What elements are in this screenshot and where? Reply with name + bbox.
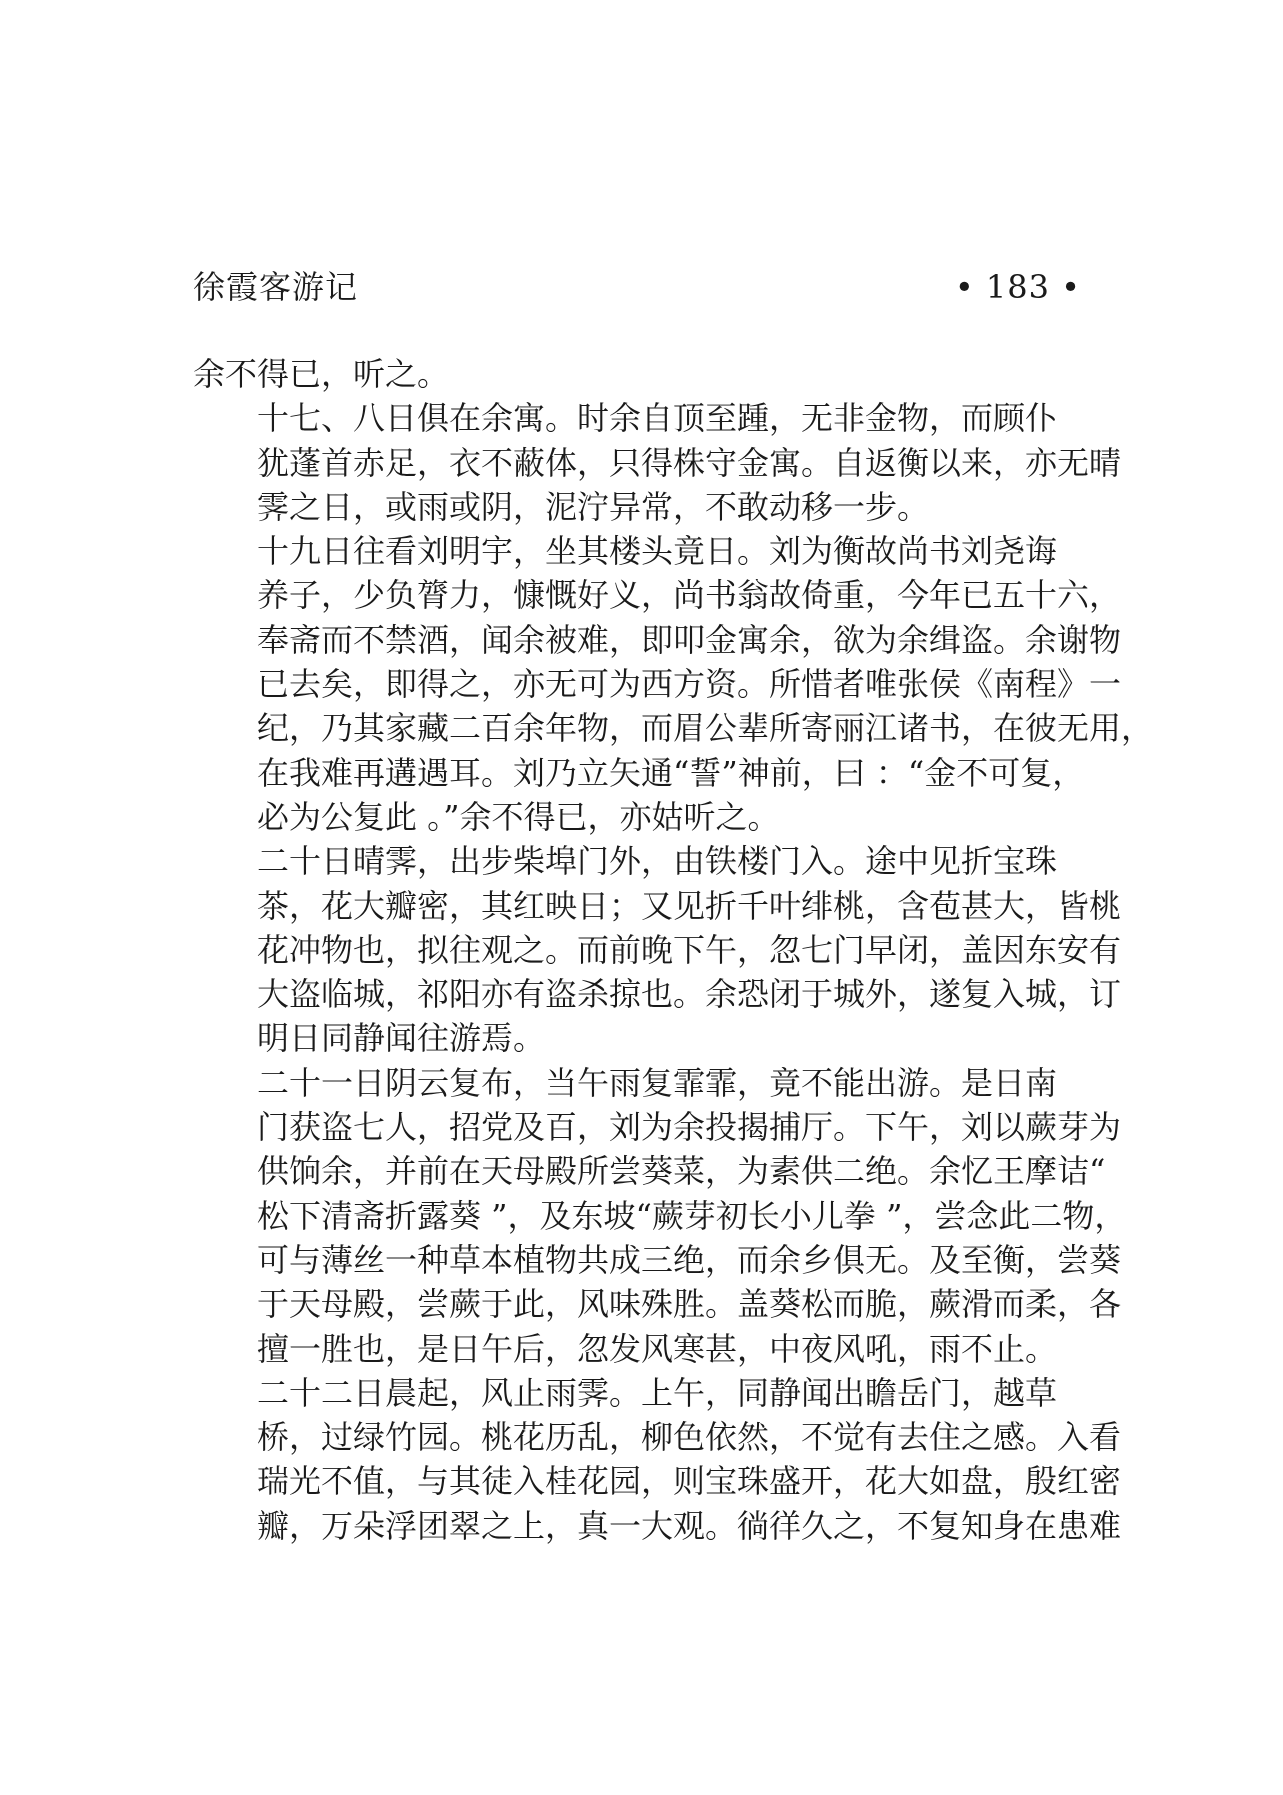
text-line: 二十一日阴云复布，当午雨复霏霏，竟不能出游。是日南 bbox=[257, 1063, 1058, 1102]
paragraph bbox=[193, 1371, 1122, 1548]
paragraph bbox=[193, 529, 1154, 839]
text-line: 余不得已，听之。 bbox=[193, 355, 450, 393]
text-line: 二十日晴霁，出步柴埠门外，由铁楼门入。途中见折宝珠 bbox=[257, 842, 1058, 881]
text-line: 松下清斋折露葵 ”，及东坡“蕨芽初长小儿拳 ”，尝念此二物， bbox=[257, 1196, 1127, 1235]
text-line: 二十二日晨起，风止雨霁。上午，同静闻出瞻岳门，越草 bbox=[257, 1373, 1058, 1412]
paragraph bbox=[193, 396, 1122, 529]
text-line: 霁之日，或雨或阴，泥泞异常，不敢动移一步。 bbox=[257, 487, 930, 526]
text-line: 已去矣，即得之，亦无可为西方资。所惜者唯张侯《南程》一 bbox=[257, 665, 1122, 704]
text-line: 纪，乃其家藏二百余年物，而眉公辈所寄丽江诸书，在彼无用， bbox=[257, 709, 1154, 748]
text-line: 必为公复此 。”余不得已，亦姑听之。 bbox=[257, 797, 780, 836]
text-line: 大盗临城，祁阳亦有盗杀掠也。余恐闭于城外，遂复入城，订 bbox=[257, 975, 1122, 1014]
text-body bbox=[193, 352, 1154, 1548]
text-line: 桥，过绿竹园。桃花历乱，柳色依然，不觉有去住之感。入看 bbox=[257, 1418, 1122, 1457]
text-line: 花冲物也，拟往观之。而前晚下午，忽七门早闭，盖因东安有 bbox=[257, 930, 1122, 969]
paragraph bbox=[193, 1061, 1127, 1371]
text-line: 养子，少负膂力，慷慨好义，尚书翁故倚重，今年已五十六， bbox=[257, 576, 1122, 615]
text-line: 门获盗七人，招党及百，刘为余投揭捕厅。下午，刘以蕨芽为 bbox=[257, 1108, 1122, 1147]
text-line: 奉斋而不禁酒，闻余被难，即叩金寓余，欲为余缉盗。余谢物 bbox=[257, 620, 1122, 659]
text-line: 明日同静闻往游焉。 bbox=[257, 1019, 546, 1058]
page-header bbox=[193, 264, 1081, 310]
text-line: 在我难再遘遇耳。刘乃立矢通“誓”神前，曰 ：“金不可复， bbox=[257, 753, 1085, 792]
text-line: 供饷余，并前在天母殿所尝葵菜，为素供二绝。余忆王摩诘“ bbox=[257, 1152, 1106, 1191]
text-line: 十七、八日俱在余寓。时余自顶至踵，无非金物，而顾仆 bbox=[257, 399, 1058, 438]
text-line: 擅一胜也，是日午后，忽发风寒甚，中夜风吼，雨不止。 bbox=[257, 1329, 1058, 1368]
text-line: 于天母殿，尝蕨于此，风味殊胜。盖葵松而脆，蕨滑而柔，各 bbox=[257, 1285, 1122, 1324]
text-line: 十九日往看刘明宇，坐其楼头竟日。刘为衡故尚书刘尧诲 bbox=[257, 532, 1058, 571]
paragraph bbox=[193, 839, 1122, 1060]
text-line: 瓣，万朵浮团翠之上，真一大观。徜徉久之，不复知身在患难 bbox=[257, 1506, 1122, 1545]
page-number: • 183 • bbox=[954, 268, 1081, 306]
text-line: 可与薄丝一种草本植物共成三绝，而余乡俱无。及至衡，尝葵 bbox=[257, 1240, 1122, 1279]
text-line: 瑞光不值，与其徒入桂花园，则宝珠盛开，花大如盘，殷红密 bbox=[257, 1462, 1122, 1501]
text-line: 犹蓬首赤足，衣不蔽体，只得株守金寓。自返衡以来，亦无晴 bbox=[257, 443, 1122, 482]
text-line: 茶，花大瓣密，其红映日；又见折千叶绯桃，含苞甚大，皆桃 bbox=[257, 886, 1122, 925]
book-title: 徐霞客游记 bbox=[193, 268, 359, 306]
paragraph bbox=[193, 352, 1085, 396]
